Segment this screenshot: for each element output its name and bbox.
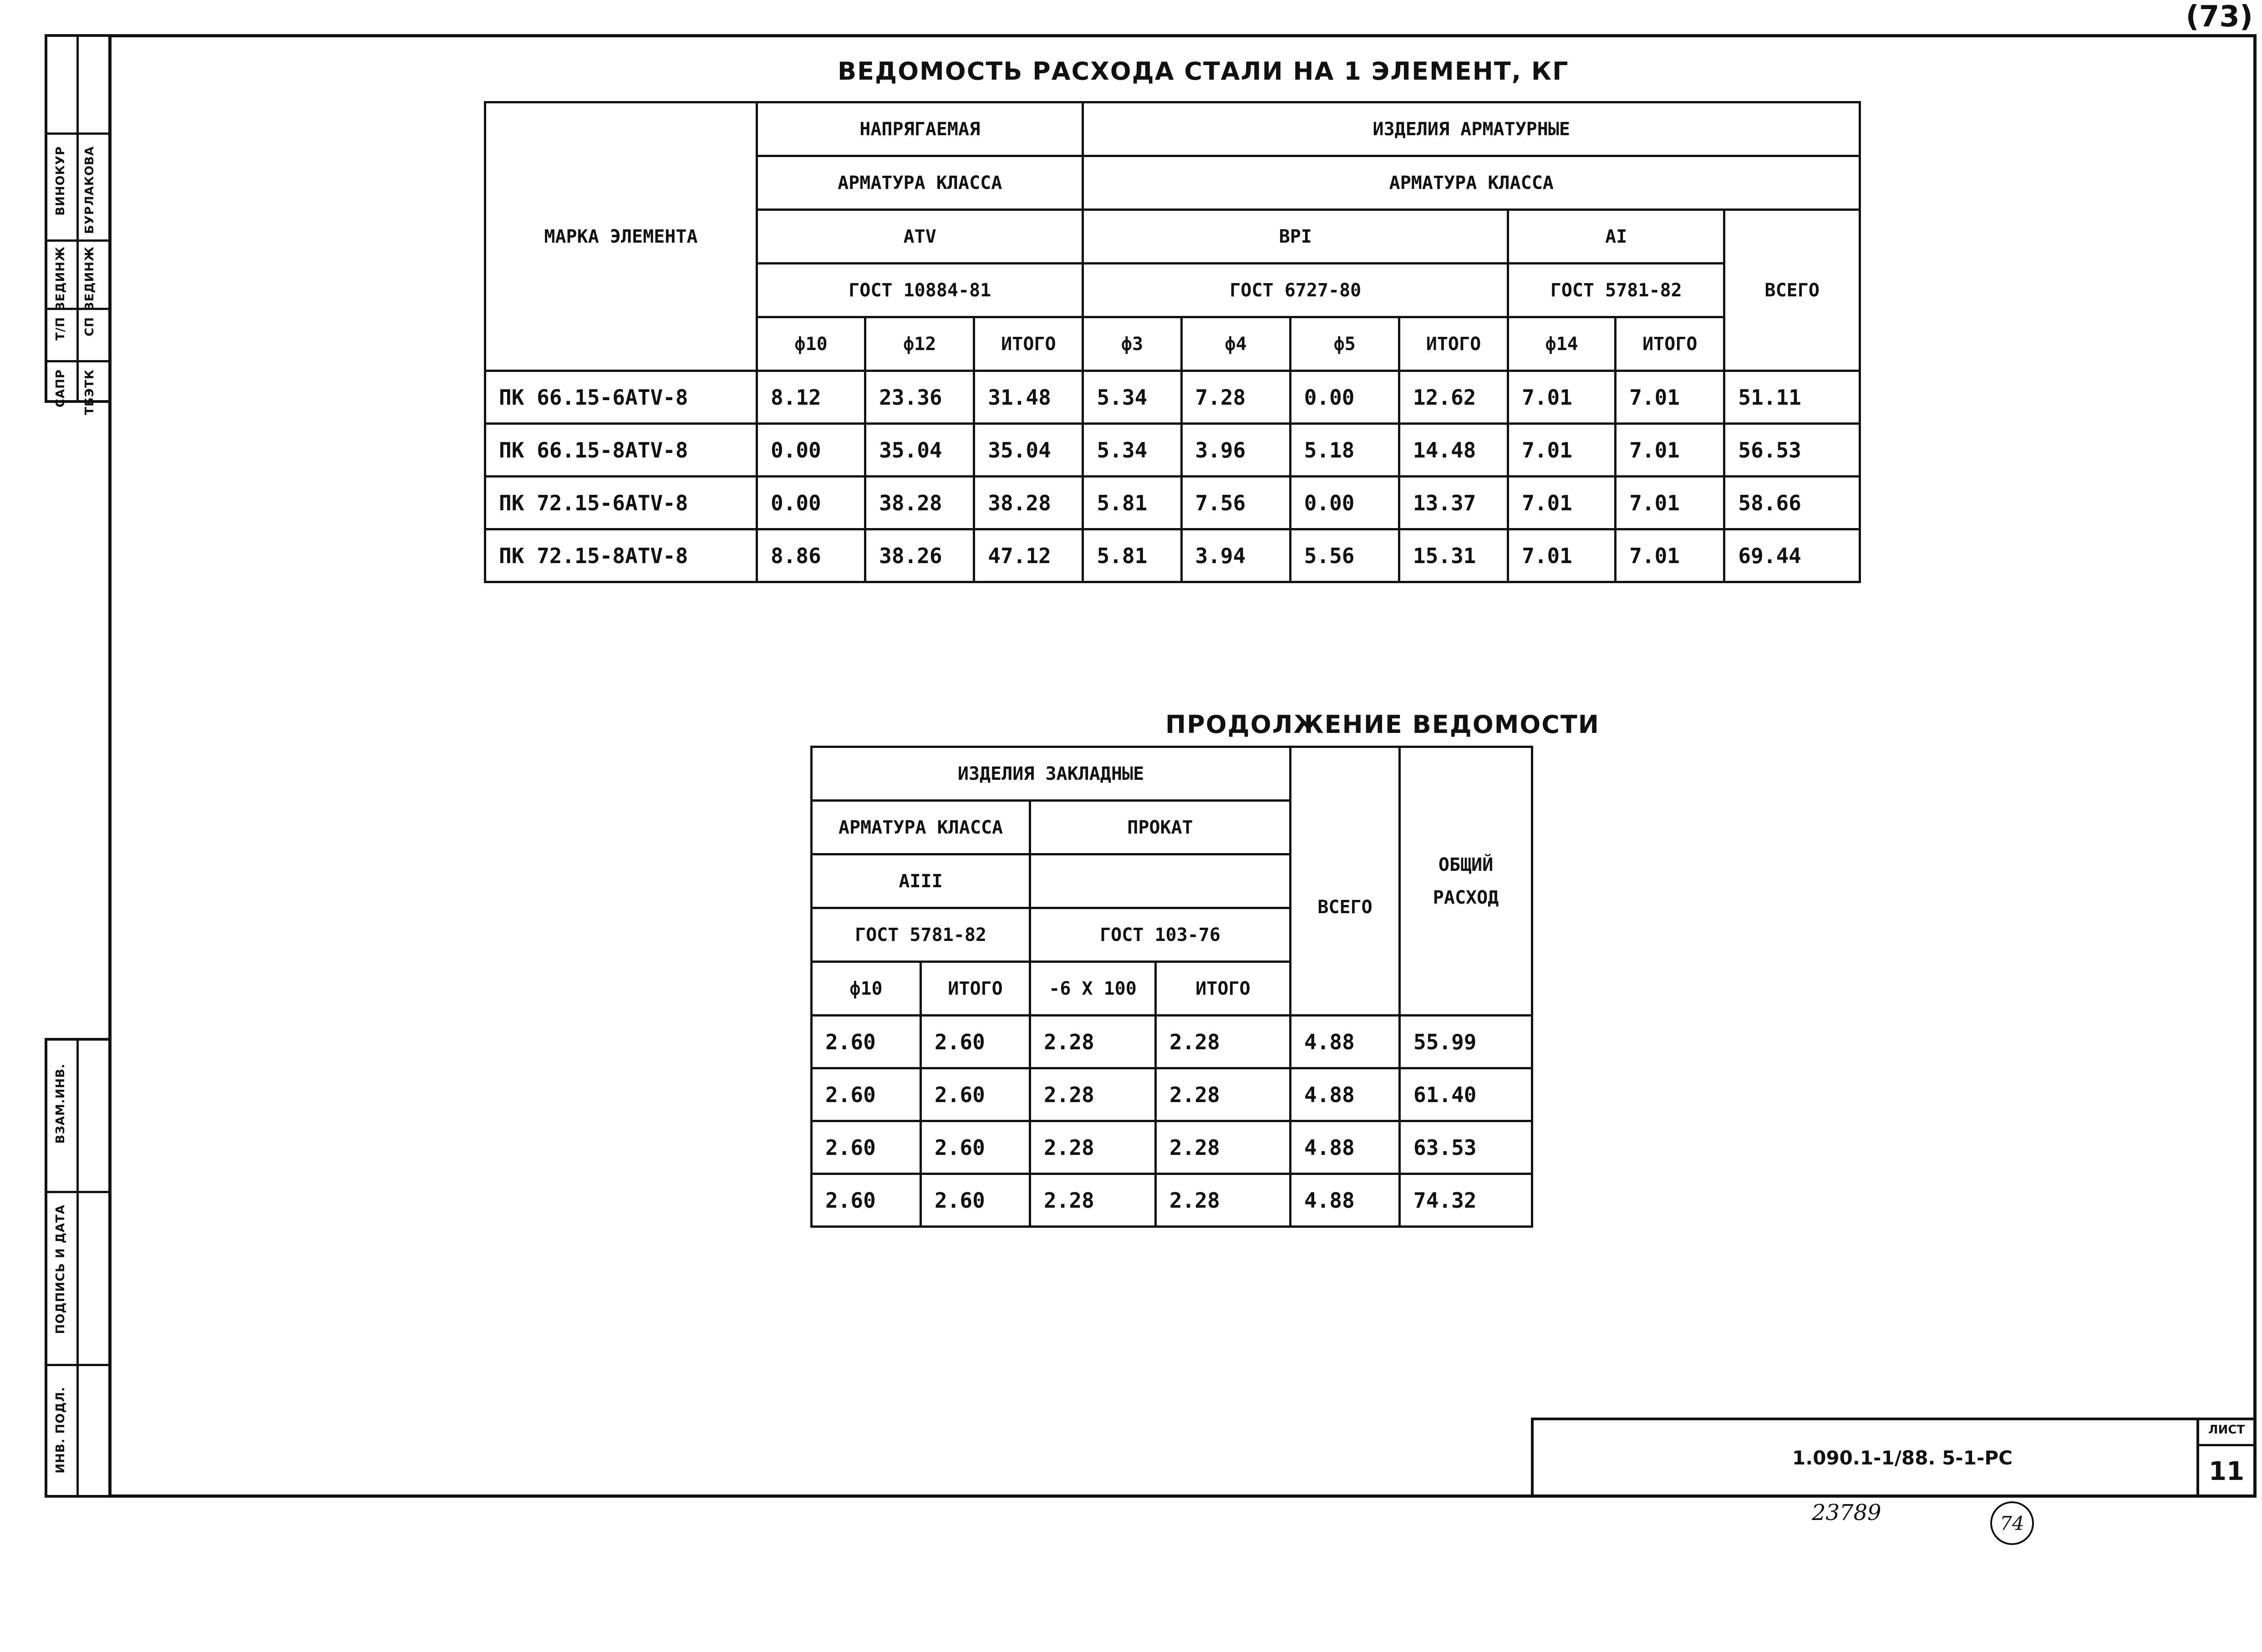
table-cell: 2.28 bbox=[1030, 1068, 1156, 1121]
stamp-top-c2-1: СП bbox=[83, 317, 97, 336]
table-cell: 3.94 bbox=[1181, 529, 1290, 582]
sub-header: ф5 bbox=[1290, 317, 1399, 371]
table-cell: 2.60 bbox=[812, 1016, 921, 1068]
sub-header: ИТОГО bbox=[1399, 317, 1508, 371]
table-cell: 56.53 bbox=[1724, 424, 1860, 477]
col-header-total: ВСЕГО bbox=[1291, 801, 1400, 1016]
group-header-embedded: ИЗДЕЛИЯ ЗАКЛАДНЫЕ bbox=[812, 747, 1291, 801]
table-row bbox=[485, 424, 1860, 477]
table-cell: 14.48 bbox=[1399, 424, 1508, 477]
sheet-number: 11 bbox=[2209, 1457, 2244, 1486]
table-cell: 7.01 bbox=[1616, 424, 1724, 477]
col-header-element: МАРКА ЭЛЕМЕНТА bbox=[485, 102, 757, 371]
table-cell: 2.28 bbox=[1156, 1121, 1291, 1174]
table-row bbox=[485, 371, 1860, 424]
table-cell: 2.60 bbox=[921, 1068, 1030, 1121]
table-cell: 61.40 bbox=[1400, 1068, 1532, 1121]
circled-page-number: 74 bbox=[1990, 1501, 2034, 1545]
table-cell: 5.56 bbox=[1290, 529, 1399, 582]
title-block bbox=[1531, 1418, 2257, 1498]
sub-header: ф10 bbox=[757, 317, 865, 371]
continuation-table bbox=[810, 746, 1533, 1228]
table-cell: 12.62 bbox=[1399, 371, 1508, 424]
sub-header: ИТОГО bbox=[1156, 962, 1291, 1016]
col-header-overall-1: ОБЩИЙ bbox=[1438, 854, 1494, 875]
table-cell: 23.36 bbox=[865, 371, 974, 424]
table-cell: 5.81 bbox=[1083, 477, 1181, 529]
table-cell: 7.01 bbox=[1616, 477, 1724, 529]
stamp-label-replace: ВЗАМ.ИНВ. bbox=[54, 1063, 67, 1144]
col-header-armature: АРМАТУРА КЛАССА bbox=[812, 801, 1030, 854]
table-cell: 4.88 bbox=[1291, 1121, 1400, 1174]
table-cell: 2.60 bbox=[921, 1174, 1030, 1227]
table-cell: 8.86 bbox=[757, 529, 865, 582]
table-cell: 31.48 bbox=[974, 371, 1083, 424]
table-cell: 7.01 bbox=[1508, 371, 1616, 424]
table-cell: 7.01 bbox=[1508, 424, 1616, 477]
stamp-top bbox=[45, 34, 111, 415]
element-mark: ПК 66.15-6АТV-8 bbox=[485, 371, 757, 424]
col-header-total: ВСЕГО bbox=[1724, 210, 1860, 371]
class-ai: АI bbox=[1508, 210, 1724, 264]
group-header-prestressed: НАПРЯГАЕМАЯ bbox=[757, 102, 1083, 156]
table-cell: 5.34 bbox=[1083, 424, 1181, 477]
sub-header: -6 Х 100 bbox=[1030, 962, 1156, 1016]
table-cell: 2.28 bbox=[1156, 1068, 1291, 1121]
table-cell: 2.60 bbox=[812, 1068, 921, 1121]
stamp-bottom bbox=[45, 1038, 111, 1498]
table-row bbox=[812, 1068, 1532, 1121]
table-row bbox=[485, 477, 1860, 529]
stamp-label-sign: ПОДПИСЬ И ДАТА bbox=[54, 1205, 67, 1334]
gost-rolled: ГОСТ 103-76 bbox=[1030, 908, 1291, 962]
stamp-top-c2-0: ТБЭТК bbox=[83, 369, 97, 415]
sub-header: ф3 bbox=[1083, 317, 1181, 371]
gost-aiii: ГОСТ 5781-82 bbox=[812, 908, 1030, 962]
group-header-products: ИЗДЕЛИЯ АРМАТУРНЫЕ bbox=[1083, 102, 1860, 156]
table-cell: 38.28 bbox=[974, 477, 1083, 529]
table-cell: 2.28 bbox=[1030, 1174, 1156, 1227]
class-atv: АТV bbox=[757, 210, 1083, 264]
table-cell: 7.01 bbox=[1616, 529, 1724, 582]
table-cell: 35.04 bbox=[865, 424, 974, 477]
table-row bbox=[812, 1121, 1532, 1174]
sub-header: ф10 bbox=[812, 962, 921, 1016]
stamp-top-c2-3: БУРЛАКОВА bbox=[83, 146, 97, 234]
table-cell: 2.28 bbox=[1030, 1016, 1156, 1068]
table-row bbox=[485, 529, 1860, 582]
sheet-mark: (73) bbox=[2186, 0, 2253, 34]
sub-header: ИТОГО bbox=[921, 962, 1030, 1016]
element-mark: ПК 72.15-6АТV-8 bbox=[485, 477, 757, 529]
table-cell: 2.28 bbox=[1156, 1174, 1291, 1227]
sub-header: ф14 bbox=[1508, 317, 1616, 371]
class-aiii: АIII bbox=[812, 854, 1030, 908]
table-cell: 2.60 bbox=[921, 1016, 1030, 1068]
table-cell: 4.88 bbox=[1291, 1016, 1400, 1068]
stamp-top-c2-2: ВЕДИНЖ bbox=[83, 246, 97, 311]
stamp-top-c1-2: ВЕДИНЖ bbox=[54, 246, 67, 311]
table-cell: 7.56 bbox=[1181, 477, 1290, 529]
table-cell: 2.60 bbox=[812, 1121, 921, 1174]
table-cell: 58.66 bbox=[1724, 477, 1860, 529]
sub-header: ф4 bbox=[1181, 317, 1290, 371]
table-cell: 4.88 bbox=[1291, 1068, 1400, 1121]
stamp-top-c1-1: Т/П bbox=[54, 317, 67, 341]
table1-title: ВЕДОМОСТЬ РАСХОДА СТАЛИ НА 1 ЭЛЕМЕНТ, КГ bbox=[838, 57, 1569, 86]
table-cell: 13.37 bbox=[1399, 477, 1508, 529]
table-cell: 15.31 bbox=[1399, 529, 1508, 582]
table-cell: 63.53 bbox=[1400, 1121, 1532, 1174]
sheet-separator bbox=[2199, 1444, 2254, 1446]
class-rolled-empty bbox=[1030, 854, 1291, 908]
table-cell: 47.12 bbox=[974, 529, 1083, 582]
table-cell: 2.28 bbox=[1030, 1121, 1156, 1174]
table-cell: 0.00 bbox=[757, 424, 865, 477]
sheet-label: ЛИСТ bbox=[2208, 1423, 2245, 1437]
empty-cell bbox=[1291, 747, 1400, 801]
table-cell: 7.01 bbox=[1616, 371, 1724, 424]
gost-vpi: ГОСТ 6727-80 bbox=[1083, 264, 1508, 317]
table-cell: 0.00 bbox=[1290, 371, 1399, 424]
table-cell: 5.34 bbox=[1083, 371, 1181, 424]
table2-title: ПРОДОЛЖЕНИЕ ВЕДОМОСТИ bbox=[1165, 710, 1600, 739]
table-cell: 7.01 bbox=[1508, 529, 1616, 582]
table-cell: 2.60 bbox=[921, 1121, 1030, 1174]
table-cell: 7.28 bbox=[1181, 371, 1290, 424]
sub-header: ИТОГО bbox=[1616, 317, 1724, 371]
table-cell: 2.28 bbox=[1156, 1016, 1291, 1068]
table-cell: 0.00 bbox=[757, 477, 865, 529]
col-header-overall-2: РАСХОД bbox=[1433, 887, 1499, 908]
col-header-overall bbox=[1400, 747, 1532, 1016]
table-cell: 51.11 bbox=[1724, 371, 1860, 424]
table-cell: 5.81 bbox=[1083, 529, 1181, 582]
table-cell: 4.88 bbox=[1291, 1174, 1400, 1227]
table-cell: 38.26 bbox=[865, 529, 974, 582]
table-cell: 38.28 bbox=[865, 477, 974, 529]
table-row bbox=[812, 1174, 1532, 1227]
sub-header: ИТОГО bbox=[974, 317, 1083, 371]
class-vpi: ВРI bbox=[1083, 210, 1508, 264]
table-cell: 74.32 bbox=[1400, 1174, 1532, 1227]
table-cell: 55.99 bbox=[1400, 1016, 1532, 1068]
element-mark: ПК 66.15-8АТV-8 bbox=[485, 424, 757, 477]
gost-atv: ГОСТ 10884-81 bbox=[757, 264, 1083, 317]
table-cell: 2.60 bbox=[812, 1174, 921, 1227]
document-code: 1.090.1-1/88. 5-1-РС bbox=[1792, 1446, 2013, 1469]
table-cell: 69.44 bbox=[1724, 529, 1860, 582]
col-header-rolled: ПРОКАТ bbox=[1030, 801, 1291, 854]
sub-header: ф12 bbox=[865, 317, 974, 371]
table-cell: 7.01 bbox=[1508, 477, 1616, 529]
element-mark: ПК 72.15-8АТV-8 bbox=[485, 529, 757, 582]
stamp-label-inv: ИНВ. ПОДЛ. bbox=[54, 1387, 67, 1474]
table-cell: 35.04 bbox=[974, 424, 1083, 477]
sheet-box bbox=[2196, 1420, 2254, 1495]
stamp-top-c1-0: САПР bbox=[54, 369, 67, 408]
steel-consumption-table bbox=[484, 101, 1861, 583]
group-subheader-prestressed: АРМАТУРА КЛАССА bbox=[757, 156, 1083, 210]
stamp-top-c1-3: ВИНОКУР bbox=[54, 146, 67, 216]
table-row bbox=[812, 1016, 1532, 1068]
gost-ai: ГОСТ 5781-82 bbox=[1508, 264, 1724, 317]
table-cell: 0.00 bbox=[1290, 477, 1399, 529]
table-cell: 3.96 bbox=[1181, 424, 1290, 477]
archive-number: 23789 bbox=[1812, 1500, 1881, 1525]
table-cell: 8.12 bbox=[757, 371, 865, 424]
table-cell: 5.18 bbox=[1290, 424, 1399, 477]
group-subheader-products: АРМАТУРА КЛАССА bbox=[1083, 156, 1860, 210]
